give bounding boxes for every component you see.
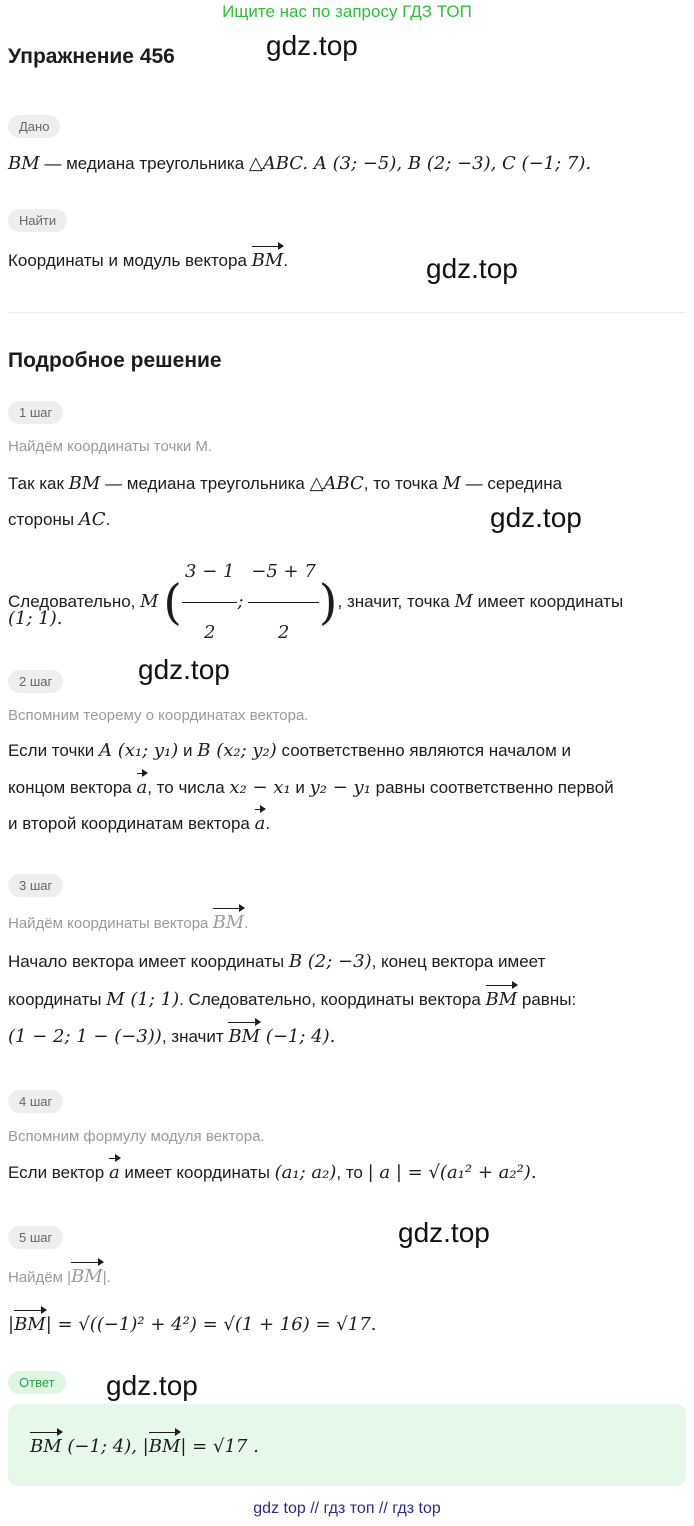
step-text: координаты M (1; 1). Следовательно, координаты вектора BM равны: — [8, 989, 577, 1010]
solution-title: Подробное решение — [8, 349, 222, 372]
footer-links[interactable]: gdz top // гдз топ // гдз top — [253, 1500, 441, 1517]
step-text: Так как BM — медиана треугольника △ABC, то точка M — середина — [8, 473, 563, 494]
answer-text: BM (−1; 4), |BM| = √17 . — [30, 1436, 259, 1457]
step-note: Найдём координаты вектора BM. — [8, 912, 249, 933]
step-formula: |BM| = √((−1)² + 4²) = √(1 + 16) = √17. — [8, 1314, 377, 1335]
step-label: 3 шаг — [8, 874, 63, 897]
search-banner[interactable]: Ищите нас по запросу ГДЗ ТОП — [222, 2, 472, 21]
step-text: и второй координатам вектора a. — [8, 813, 271, 834]
step-note: Вспомним теорему о координатах вектора. — [8, 707, 309, 724]
find-text: Координаты и модуль вектора BM. — [8, 250, 289, 271]
divider — [8, 312, 686, 313]
step-text: (1; 1). — [8, 608, 63, 629]
step-text: (1 − 2; 1 − (−3)), значит BM (−1; 4). — [8, 1026, 336, 1047]
step-text: Если точки A (x₁; y₁) и B (x₂; y₂) соответственно являются началом и — [8, 740, 572, 761]
step-text: Начало вектора имеет координаты B (2; −3), конец вектора имеет — [8, 951, 546, 972]
step-label: 5 шаг — [8, 1226, 63, 1249]
watermark: gdz.top — [426, 253, 518, 284]
step-label: 1 шаг — [8, 401, 63, 424]
watermark: gdz.top — [138, 654, 230, 685]
step-text: стороны AC. — [8, 509, 111, 530]
answer-label: Ответ — [8, 1371, 66, 1394]
step-text: концом вектора a, то числа x₂ − x₁ и y₂ − y₁ равны соответственно первой — [8, 777, 614, 798]
step-label: 4 шаг — [8, 1090, 63, 1113]
given-label: Дано — [8, 115, 60, 138]
page-title: Упражнение 456 — [8, 45, 175, 68]
given-text: BM — медиана треугольника △ABC. A (3; −5), B (2; −3), C (−1; 7). — [8, 153, 592, 174]
watermark: gdz.top — [490, 502, 582, 533]
watermark: gdz.top — [398, 1217, 490, 1248]
step-label: 2 шаг — [8, 670, 63, 693]
watermark: gdz.top — [106, 1370, 198, 1401]
step-text: Если вектор a имеет координаты (a₁; a₂), то | a | = √(a₁² + a₂²). — [8, 1162, 537, 1183]
step-note: Найдём координаты точки M. — [8, 438, 213, 455]
step-note: Найдём |BM|. — [8, 1266, 111, 1287]
step-formula: Следовательно, M ( $\frac{3 - 1}{2}$ ; $\frac{-5 + 7}{2}$ ), значит, точка M имеет координаты — [8, 542, 623, 602]
watermark: gdz.top — [266, 30, 358, 61]
find-label: Найти — [8, 209, 67, 232]
step-note: Вспомним формулу модуля вектора. — [8, 1128, 265, 1145]
